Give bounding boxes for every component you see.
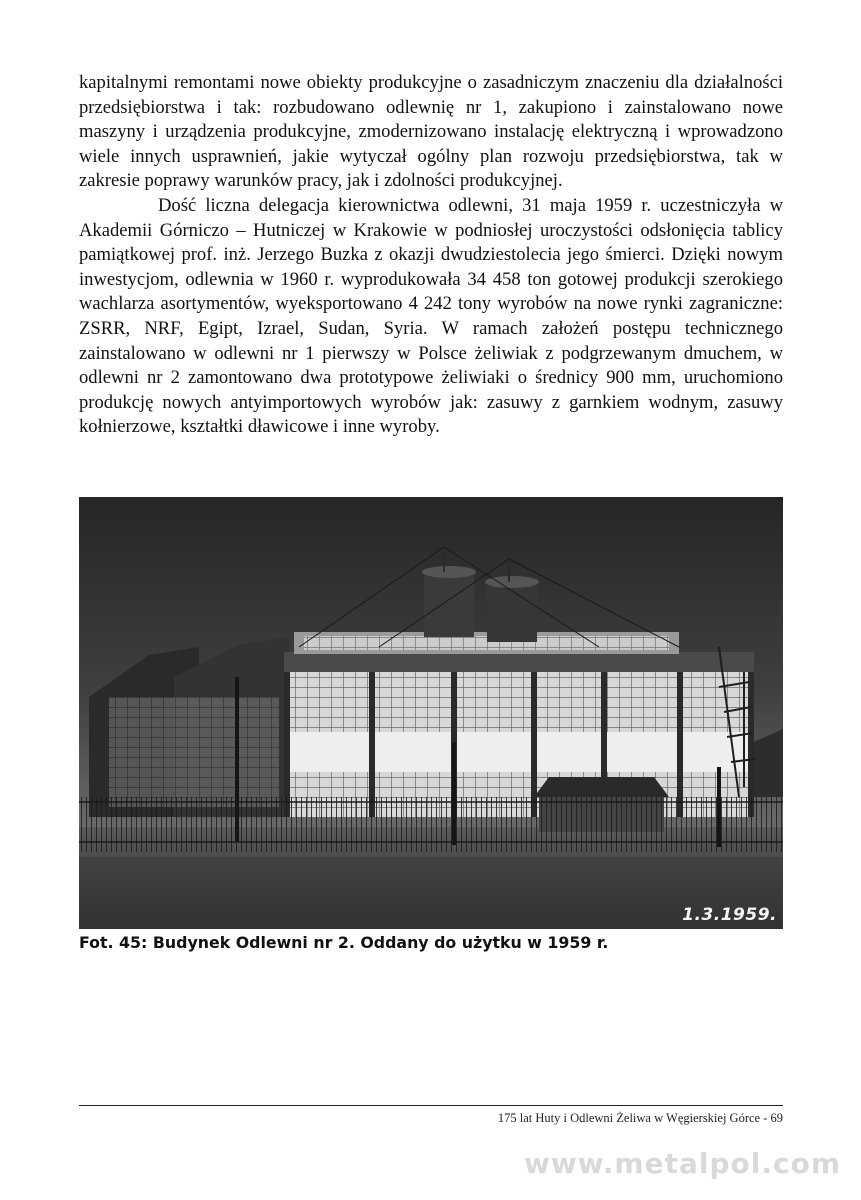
- paragraph-1: kapitalnymi remontami nowe obiekty produkcyjne o zasadniczym znaczeniu dla działalności przedsiębiorstwa i tak: rozbudowano odlewnię nr 1, zakupiono i zainstalowano nowe maszyny i urządzenia produkcyjne, zmodernizowano instalację elektryczną i wprowadzono wiele innych usprawnień, jakie wytyczał ogólny plan rozwoju przedsiębiorstwa, tak w zakresie poprawy warunków pracy, jak i zdolności produkcyjnej.: [79, 72, 783, 192]
- factory-building-photo: [79, 497, 783, 929]
- photo-date-stamp: 1.3.1959.: [682, 905, 777, 925]
- body-text: [79, 71, 783, 440]
- watermark: www.metalpol.com: [523, 1147, 841, 1180]
- paragraph-2: Dość liczna delegacja kierownictwa odlewni, 31 maja 1959 r. uczestniczyła w Akademii Górniczo – Hutniczej w Krakowie w podniosłej uroczystości odsłonięcia tablicy pamiątkowej prof. inż. Jerzego Buzka z okazji dwudziestolecia jego śmierci. Dzięki nowym inwestycjom, odlewnia w 1960 r. wyprodukowała 34 458 ton gotowej produkcji szerokiego wachlarza asortymentów, wyeksportowano 4 242 tony wyrobów na nowe rynki zagraniczne: ZSRR, NRF, Egipt, Izrael, Sudan, Syria. W ramach założeń postępu technicznego zainstalowano w odlewni nr 1 pierwszy w Polsce żeliwiak z podgrzewanym dmuchem, w odlewni nr 2 zamontowano dwa prototypowe żeliwiaki o średnicy 900 mm, uruchomiono produkcję nowych antyimportowych wyrobów jak: zasuwy z garnkiem wodnym, zasuwy kołnierzowe, kształtki dławicowe i inne wyroby.: [79, 194, 783, 438]
- photo-caption: Fot. 45: Budynek Odlewni nr 2. Oddany do użytku w 1959 r.: [79, 933, 609, 952]
- footer-divider: [79, 1105, 783, 1106]
- running-footer: 175 lat Huty i Odlewni Żeliwa w Węgierskiej Górce - 69: [497, 1111, 783, 1125]
